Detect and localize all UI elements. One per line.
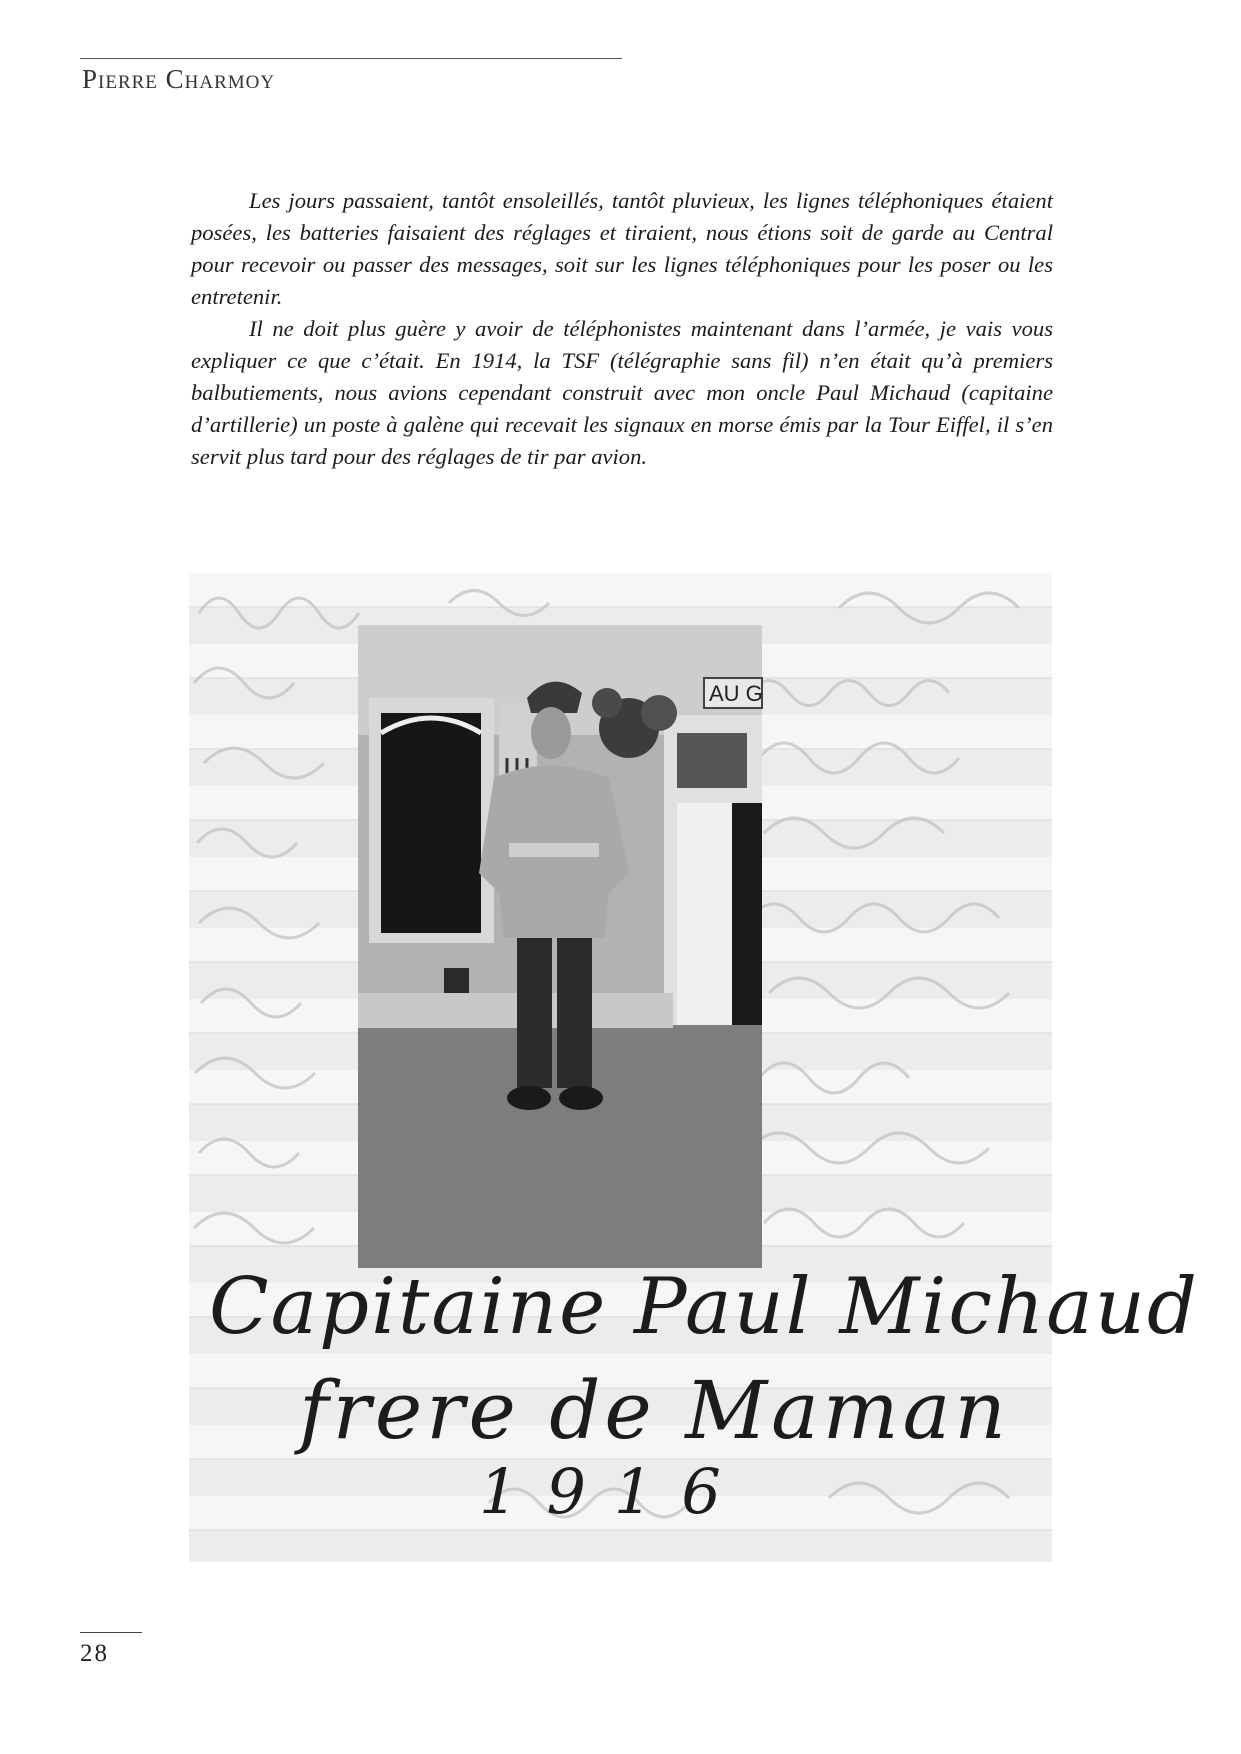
portrait-photo: [358, 625, 763, 1268]
page-number: 28: [80, 1640, 109, 1667]
caption-line-1: Capitaine Paul Michaud: [209, 1262, 1199, 1352]
running-head: Pierre Charmoy: [82, 64, 276, 94]
photo-figure: [189, 573, 1199, 1562]
caption-line-3: 1916: [479, 1455, 749, 1528]
body-text: [191, 185, 1053, 473]
footer-rule: [80, 1632, 142, 1633]
caption-line-2: frere de Maman: [299, 1364, 1010, 1457]
paragraph: Il ne doit plus guère y avoir de téléphonistes maintenant dans l’armée, je vais vous expliquer ce que c’était. En 1914, la TSF (télégraphie sans fil) n’en était qu’à premiers balbutiements, nous avions cependant construit avec mon oncle Paul Michaud (capitaine d’artillerie) un poste à galène qui recevait les signaux en morse émis par la Tour Eiffel, il s’en servit plus tard pour des réglages de tir par avion.: [191, 316, 1053, 469]
photo-sign: AU G: [709, 681, 763, 706]
paragraph: Les jours passaient, tantôt ensoleillés, tantôt pluvieux, les lignes téléphoniques étaient posées, les batteries faisaient des réglages et tiraient, nous étions soit de garde au Central pour recevoir ou passer des messages, soit sur les lignes téléphoniques pour les poser ou les entretenir.: [191, 188, 1053, 309]
header-rule: [80, 58, 622, 59]
